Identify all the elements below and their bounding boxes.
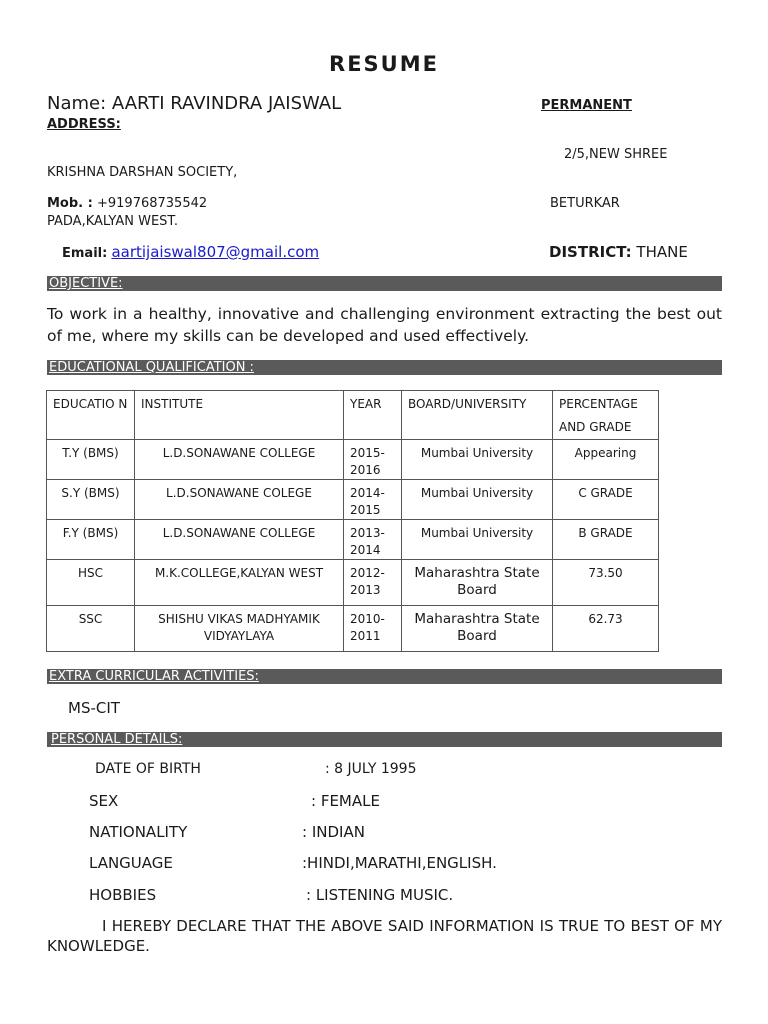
extra-item: MS-CIT	[68, 699, 120, 717]
table-row	[47, 606, 659, 652]
address-line-1: 2/5,NEW SHREE	[564, 147, 668, 162]
table-row	[47, 440, 659, 480]
header-board: BOARD/UNIVERSITY	[402, 391, 553, 440]
declaration	[47, 916, 722, 956]
name-label: Name:	[47, 93, 107, 114]
nationality-label: NATIONALITY	[89, 823, 188, 841]
dob-label: DATE OF BIRTH	[95, 761, 201, 777]
table-header-row	[47, 391, 659, 440]
cell-percentage: C GRADE	[553, 480, 659, 520]
permanent-label: PERMANENT	[541, 98, 632, 113]
sex-value: : FEMALE	[311, 792, 380, 810]
cell-education: F.Y (BMS)	[47, 520, 135, 560]
page-title: RESUME	[329, 52, 439, 76]
sex-label: SEX	[89, 792, 119, 810]
cell-institute: SHISHU VIKAS MADHYAMIK VIDYAYLAYA	[135, 606, 344, 652]
cell-board: Mumbai University	[402, 480, 553, 520]
cell-education: S.Y (BMS)	[47, 480, 135, 520]
cell-year: 2014-2015	[344, 480, 402, 520]
district-value: THANE	[636, 243, 688, 261]
cell-institute: L.D.SONAWANE COLLEGE	[135, 520, 344, 560]
district-line	[549, 243, 688, 261]
header-year: YEAR	[344, 391, 402, 440]
table-row	[47, 480, 659, 520]
address-line-4: PADA,KALYAN WEST.	[47, 214, 178, 229]
cell-year: 2012-2013	[344, 560, 402, 606]
cell-board: Maharashtra State Board	[402, 560, 553, 606]
cell-institute: L.D.SONAWANE COLEGE	[135, 480, 344, 520]
extra-heading: EXTRA CURRICULAR ACTIVITIES:	[47, 669, 722, 684]
declaration-text: I HEREBY DECLARE THAT THE ABOVE SAID INFORMATION IS TRUE TO BEST OF MY KNOWLEDGE.	[47, 917, 722, 955]
header-institute: INSTITUTE	[135, 391, 344, 440]
header-education: EDUCATIO N	[47, 391, 135, 440]
cell-percentage: B GRADE	[553, 520, 659, 560]
cell-percentage: 73.50	[553, 560, 659, 606]
cell-board: Mumbai University	[402, 440, 553, 480]
email-label: Email:	[62, 246, 108, 261]
nationality-value: : INDIAN	[302, 823, 365, 841]
personal-heading: PERSONAL DETAILS:	[47, 732, 722, 747]
mobile-value: +919768735542	[96, 196, 208, 211]
language-label: LANGUAGE	[89, 854, 173, 872]
cell-year: 2010-2011	[344, 606, 402, 652]
district-label: DISTRICT:	[549, 243, 632, 261]
dob-value: : 8 JULY 1995	[325, 761, 417, 777]
email-link[interactable]: aartijaiswal807@gmail.com	[111, 243, 320, 261]
table-row	[47, 560, 659, 606]
mobile-line	[47, 196, 207, 211]
cell-year: 2015-2016	[344, 440, 402, 480]
hobbies-value: : LISTENING MUSIC.	[306, 886, 454, 904]
cell-board: Mumbai University	[402, 520, 553, 560]
address-label: ADDRESS:	[47, 117, 121, 132]
cell-education: SSC	[47, 606, 135, 652]
header-percentage: PERCENTAGE AND GRADE	[553, 391, 659, 440]
address-line-2: KRISHNA DARSHAN SOCIETY,	[47, 165, 238, 180]
cell-education: T.Y (BMS)	[47, 440, 135, 480]
education-table	[46, 390, 659, 652]
table-row	[47, 520, 659, 560]
objective-text: To work in a healthy, innovative and challenging environment extracting the best out of me, where my skills can be developed and used effectively.	[47, 305, 722, 345]
email-line	[62, 243, 319, 261]
objective-heading: OBJECTIVE:	[47, 276, 722, 291]
hobbies-label: HOBBIES	[89, 886, 157, 904]
cell-year: 2013-2014	[344, 520, 402, 560]
cell-institute: M.K.COLLEGE,KALYAN WEST	[135, 560, 344, 606]
education-heading: EDUCATIONAL QUALIFICATION :	[47, 360, 722, 375]
name-value: AARTI RAVINDRA JAISWAL	[111, 93, 342, 114]
cell-education: HSC	[47, 560, 135, 606]
cell-institute: L.D.SONAWANE COLLEGE	[135, 440, 344, 480]
cell-percentage: Appearing	[553, 440, 659, 480]
name-line	[47, 93, 341, 114]
mobile-label: Mob. :	[47, 196, 93, 211]
cell-board: Maharashtra State Board	[402, 606, 553, 652]
address-line-3: BETURKAR	[550, 196, 620, 211]
language-value: :HINDI,MARATHI,ENGLISH.	[302, 854, 497, 872]
cell-percentage: 62.73	[553, 606, 659, 652]
